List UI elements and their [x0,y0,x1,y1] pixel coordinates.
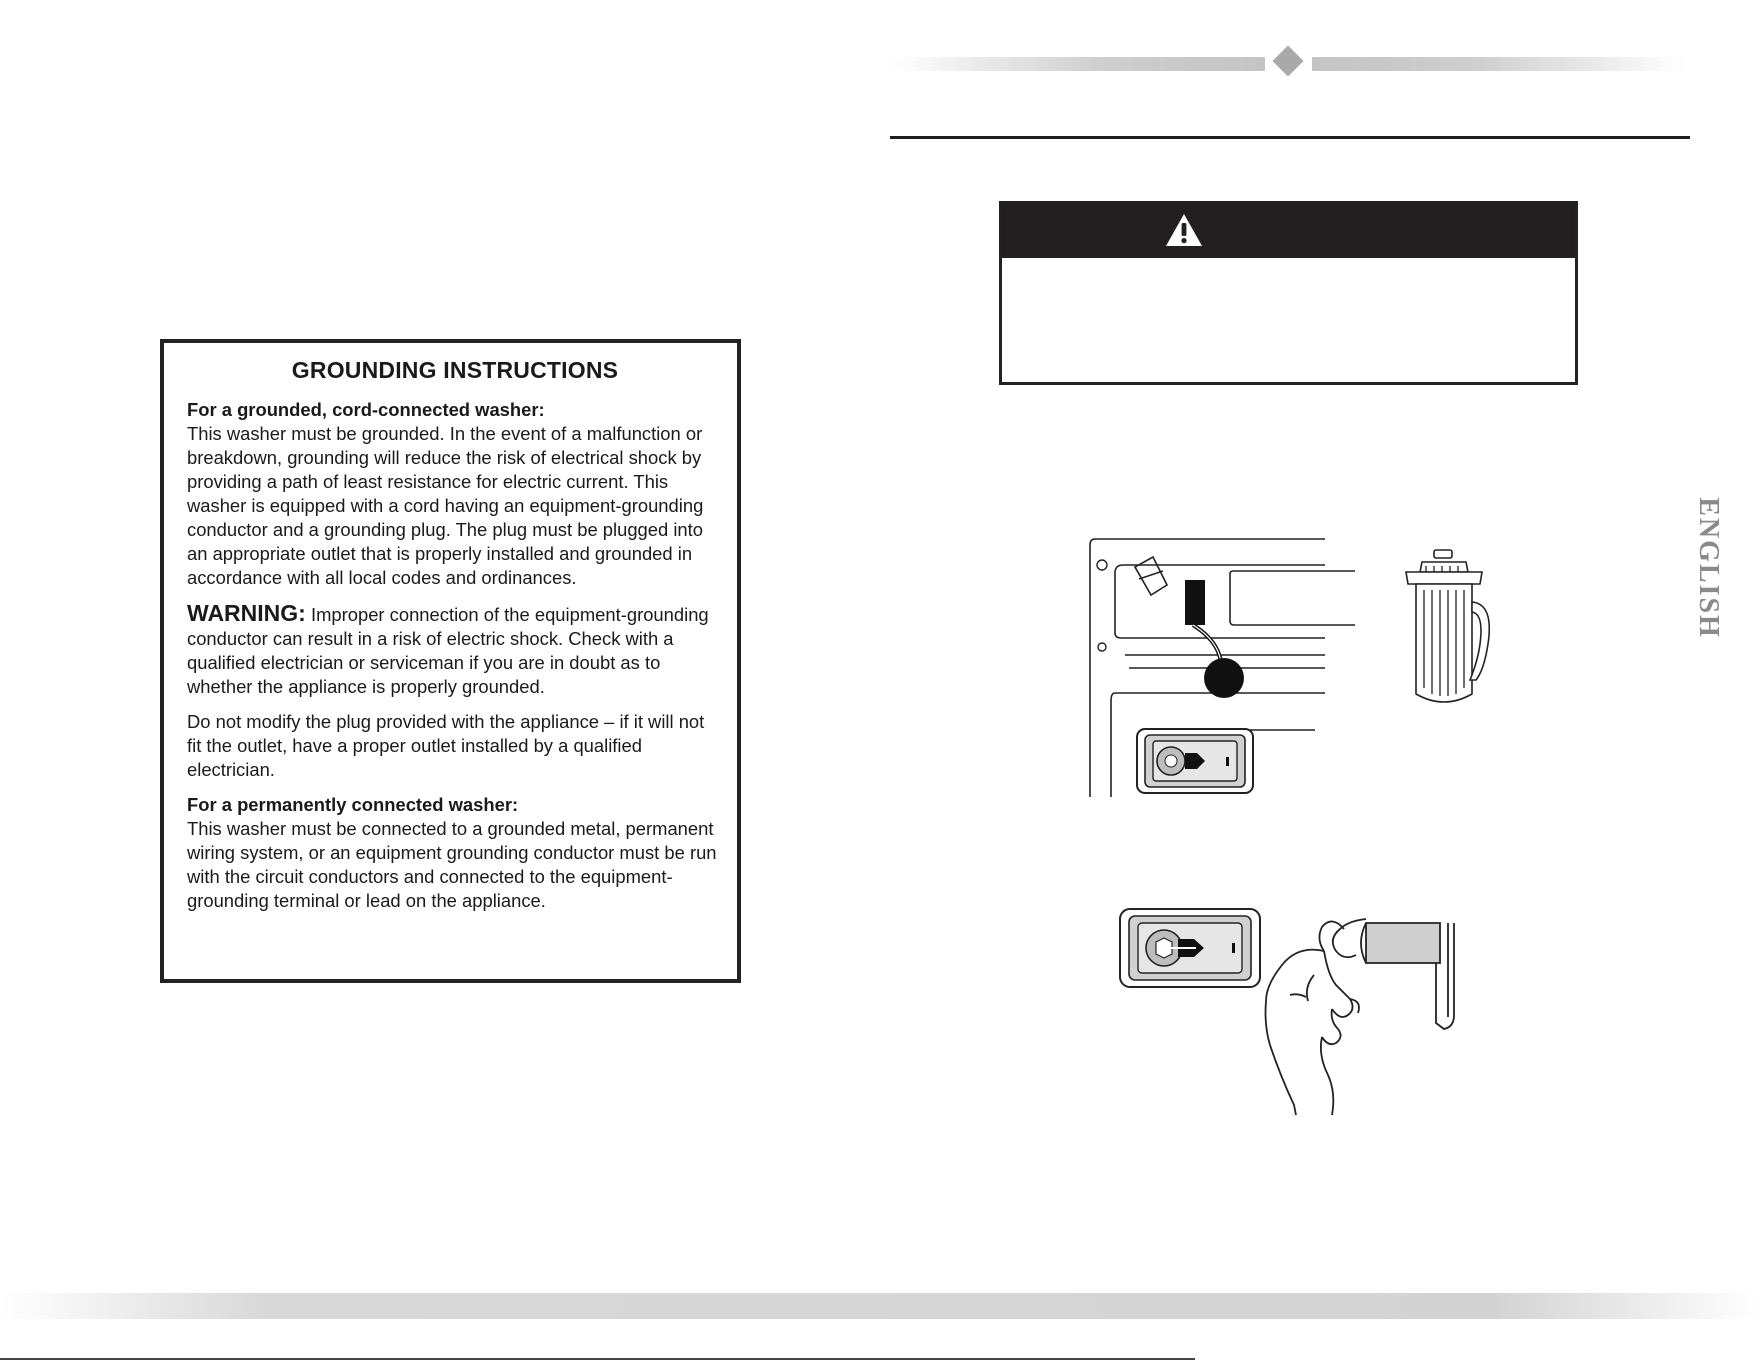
header-ornament-right [1312,57,1687,71]
washer-panel-illustration [1085,535,1415,800]
footer-band [0,1293,1761,1319]
warning-triangle-icon [1164,212,1204,248]
header-rule [890,136,1690,139]
diamond-ornament-icon [1272,45,1303,76]
header-ornament-left [890,57,1265,71]
language-label: ENGLISH [1693,497,1724,639]
cord-connected-text: This washer must be grounded. In the event of a malfunction or breakdown, grounding will reduce the risk of electrical shock by providing a path of least resistance for electric current. This washer is equipped with a cord having an equipment-grounding conductor and a grounding plug. The plug must be plugged into an appropriate outlet that is properly installed and grounded in accordance with all local codes and ordinances. [187,423,704,588]
warning-text: Improper connection of the equipment-grounding conductor can result in a risk of electric shock. Check with a qualified electrician or serviceman if you are in doubt as to whether the appliance is properly grounded. [187,604,709,697]
warning-bar [1002,204,1575,258]
grounding-title: GROUNDING INSTRUCTIONS [291,357,619,383]
permanent-connection-section [187,793,723,913]
hand-opening-panel-illustration [1118,905,1468,1117]
grounding-instructions-box [160,339,741,983]
permanent-connection-text: This washer must be connected to a grounded metal, permanent wiring system, or an equipment grounding conductor must be run with the circuit conductors and connected to the equipment-grounding terminal or lead on the appliance. [187,818,717,911]
cord-connected-heading: For a grounded, cord-connected washer: [187,399,545,420]
language-side-tab [1683,493,1733,643]
permanent-connection-heading: For a permanently connected washer: [187,794,519,815]
softener-dispenser-illustration [1396,548,1501,708]
warning-box [999,201,1578,385]
footer-rule [0,1358,1195,1360]
warning-section [187,601,723,699]
warning-label: WARNING: [187,600,306,626]
cord-connected-section [187,398,723,590]
modify-plug-text: Do not modify the plug provided with the appliance – if it will not fit the outlet, have a proper outlet installed by a qualified electrician. [187,711,705,780]
